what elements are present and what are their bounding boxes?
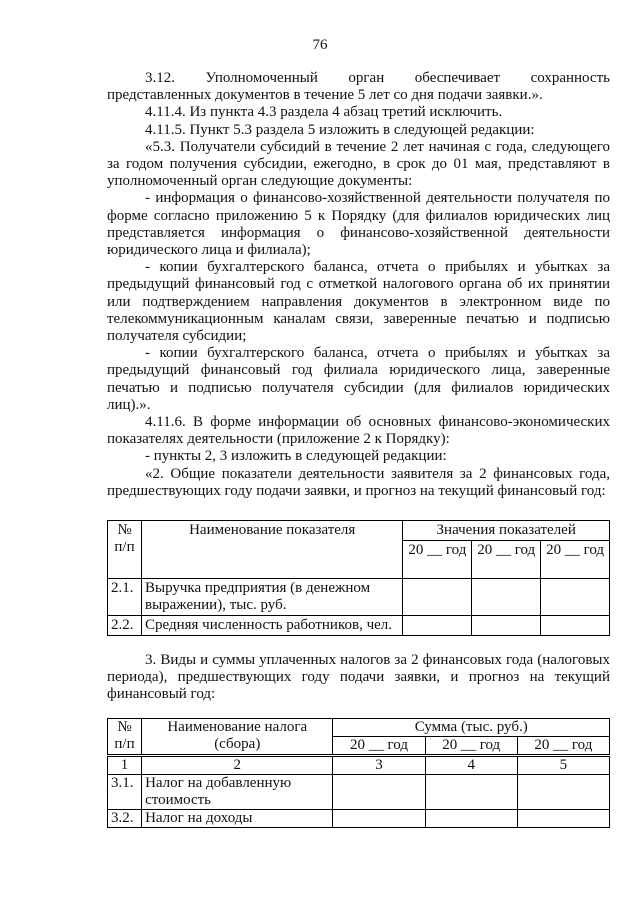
value-cell xyxy=(403,616,472,636)
column-number: 5 xyxy=(517,756,609,775)
column-number: 3 xyxy=(333,756,425,775)
table-row xyxy=(108,579,610,616)
column-number: 2 xyxy=(142,756,333,775)
paragraph: «5.3. Получатели субсидий в течение 2 лет начиная с года, следующего за годом получения субсидии, ежегодно, в срок до 01 мая, представляют в уполномоченный орган следующие документы: xyxy=(107,138,610,190)
header-year: 20 __ год xyxy=(517,737,609,756)
value-cell xyxy=(425,810,517,828)
header-indicator-name: Наименование показателя xyxy=(141,521,402,579)
value-cell xyxy=(517,775,609,810)
row-num: 2.2. xyxy=(108,616,142,636)
page-number: 76 xyxy=(312,37,328,53)
header-year: 20 __ год xyxy=(472,541,541,579)
paragraph: «2. Общие показатели деятельности заявителя за 2 финансовых года, предшествующих году подачи заявки, и прогноз на текущий финансовый год: xyxy=(107,465,610,499)
column-number: 1 xyxy=(108,756,142,775)
value-cell xyxy=(333,810,425,828)
paragraph: 4.11.4. Из пункта 4.3 раздела 4 абзац третий исключить. xyxy=(145,104,503,121)
table-row xyxy=(108,810,610,828)
row-name: Средняя численность работников, чел. xyxy=(141,616,402,636)
header-tax-sum: Сумма (тыс. руб.) xyxy=(333,719,610,737)
value-cell xyxy=(403,579,472,616)
value-cell xyxy=(541,616,610,636)
header-year: 20 __ год xyxy=(333,737,425,756)
value-cell xyxy=(472,616,541,636)
paragraph: - копии бухгалтерского баланса, отчета о прибылях и убытках за предыдущий финансовый год филиала юридического лица, заверенные печатью и подписью получателя субсидии (для филиалов юридических лиц).». xyxy=(107,345,610,413)
header-num: № п/п xyxy=(108,719,142,756)
row-num: 2.1. xyxy=(108,579,142,616)
paragraph: - копии бухгалтерского баланса, отчета о прибылях и убытках за предыдущий финансовый год с отметкой налогового органа об их принятии или подтверждением направления документов в электронном виде по телекоммуникационным каналам связи, заверенные печатью и подписью получателя субсидии; xyxy=(107,259,610,345)
column-number: 4 xyxy=(425,756,517,775)
paragraph: 4.11.6. В форме информации об основных финансово-экономических показателях деятельности (приложение 2 к Порядку): xyxy=(107,414,610,448)
header-indicator-values: Значения показателей xyxy=(403,521,610,541)
header-year: 20 __ год xyxy=(425,737,517,756)
indicators-table xyxy=(107,520,610,636)
table-row xyxy=(108,775,610,810)
column-numbers-row xyxy=(108,756,610,775)
paragraph: - пункты 2, 3 изложить в следующей редакции: xyxy=(145,448,447,465)
paragraph: - информация о финансово-хозяйственной деятельности получателя по форме согласно приложению 5 к Порядку (для филиалов юридических лиц представляется информация о финансово-хозяйственной деятельности юридического лица и филиала); xyxy=(107,190,610,259)
row-num: 3.2. xyxy=(108,810,142,828)
body-text xyxy=(107,70,610,500)
row-name: Налог на доходы xyxy=(142,810,333,828)
value-cell xyxy=(517,810,609,828)
paragraph: 3. Виды и суммы уплаченных налогов за 2 финансовых года (налоговых периода), предшествующих году подачи заявки, и прогноз на текущий финансовый год: xyxy=(107,652,610,703)
header-year: 20 __ год xyxy=(541,541,610,579)
taxes-table xyxy=(107,718,610,828)
row-name: Выручка предприятия (в денежном выражении), тыс. руб. xyxy=(141,579,402,616)
value-cell xyxy=(541,579,610,616)
paragraph: 3.12. Уполномоченный орган обеспечивает сохранность представленных документов в течение 5 лет со дня подачи заявки.». xyxy=(107,70,610,104)
header-year: 20 __ год xyxy=(403,541,472,579)
header-tax-name: Наименование налога (сбора) xyxy=(142,719,333,756)
header-num: № п/п xyxy=(108,521,142,579)
value-cell xyxy=(472,579,541,616)
section-3-text xyxy=(107,652,610,704)
row-name: Налог на добавленную стоимость xyxy=(142,775,333,810)
table-row xyxy=(108,616,610,636)
paragraph: 4.11.5. Пункт 5.3 раздела 5 изложить в следующей редакции: xyxy=(145,121,535,138)
value-cell xyxy=(425,775,517,810)
value-cell xyxy=(333,775,425,810)
row-num: 3.1. xyxy=(108,775,142,810)
